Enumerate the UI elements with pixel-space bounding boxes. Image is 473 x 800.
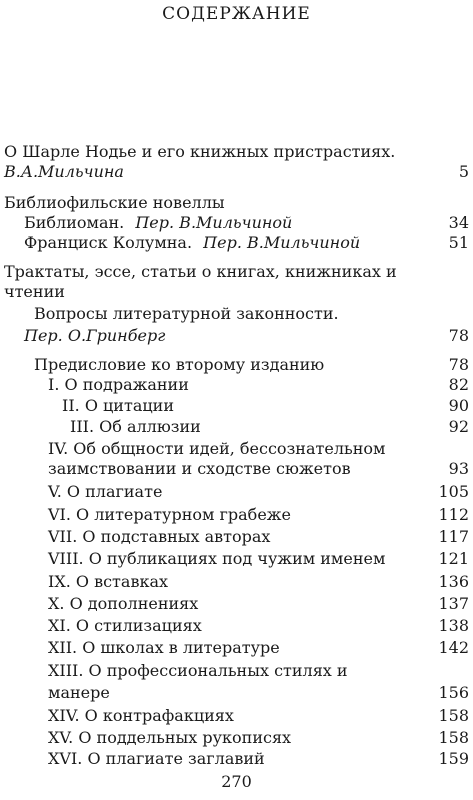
toc-entry-text: Вопросы литературной законности. <box>34 304 339 323</box>
toc-entry-page: 159 <box>438 749 469 768</box>
toc-entry-page: 92 <box>448 417 469 436</box>
toc-entry-text: Предисловие ко второму изданию <box>34 355 325 374</box>
toc-entry-page: 158 <box>438 728 469 747</box>
toc-section-heading: Трактаты, эссе, статьи о книгах, книжниках и <box>4 262 397 281</box>
toc-entry-text: XV. О поддельных рукописях <box>48 728 292 747</box>
toc-section-heading: Библиофильские новеллы <box>4 193 225 212</box>
toc-entry-text <box>24 233 360 253</box>
toc-entry-text: заимствовании и сходстве сюжетов <box>48 459 351 478</box>
toc-entry-page: 34 <box>448 213 469 232</box>
toc-entry-text: манере <box>48 683 110 702</box>
toc-entry-page: 112 <box>438 505 469 524</box>
toc-entry-page: 136 <box>438 572 469 591</box>
toc-entry-page: 138 <box>438 616 469 635</box>
toc-entry-text: XI. О стилизациях <box>48 616 202 635</box>
toc-entry-title: Библиоман. <box>24 213 125 232</box>
toc-entry-page: 51 <box>448 233 469 252</box>
toc-entry-page: 90 <box>448 396 469 415</box>
toc-entry-text: III. Об аллюзии <box>70 417 201 436</box>
toc-entry-text: IV. Об общности идей, бессознательном <box>48 439 386 458</box>
toc-entry-translator: Пер. О.Гринберг <box>24 326 166 345</box>
toc-entry-text: II. О цитации <box>62 396 174 415</box>
toc-entry-text: IX. О вставках <box>48 572 169 591</box>
toc-entry-text: XIV. О контрафакциях <box>48 706 234 725</box>
toc-entry-translator: Пер. В.Мильчиной <box>135 213 293 232</box>
toc-entry-text: XIII. О профессиональных стилях и <box>48 661 348 680</box>
toc-entry-translator: Пер. В.Мильчиной <box>203 233 361 252</box>
toc-entry-text: XII. О школах в литературе <box>48 638 280 657</box>
toc-entry-text: VI. О литературном грабеже <box>48 505 291 524</box>
page-title: СОДЕРЖАНИЕ <box>162 4 311 24</box>
toc-entry-page: 78 <box>448 326 469 345</box>
toc-entry-text: VII. О подставных авторах <box>48 527 271 546</box>
toc-section-heading: чтении <box>4 282 65 301</box>
toc-entry-text: XVI. О плагиате заглавий <box>48 749 265 768</box>
toc-entry-page: 137 <box>438 594 469 613</box>
page-number: 270 <box>221 772 252 791</box>
toc-entry-page: 5 <box>458 162 469 181</box>
toc-entry-page: 117 <box>438 527 469 546</box>
toc-entry-page: 121 <box>438 549 469 568</box>
toc-entry-page: 142 <box>438 638 469 657</box>
toc-entry-page: 156 <box>438 683 469 702</box>
toc-entry-text: VIII. О публикациях под чужим именем <box>48 549 386 568</box>
toc-entry-page: 158 <box>438 706 469 725</box>
toc-entry-text: I. О подражании <box>48 375 189 394</box>
toc-entry-author: В.А.Мильчина <box>4 162 124 181</box>
toc-entry-text <box>24 213 292 233</box>
toc-entry-text: V. О плагиате <box>48 482 163 501</box>
toc-entry-page: 82 <box>448 375 469 394</box>
toc-entry-title: Франциск Колумна. <box>24 233 193 252</box>
toc-entry-page: 93 <box>448 459 469 478</box>
toc-entry-page: 78 <box>448 355 469 374</box>
toc-entry-text: О Шарле Нодье и его книжных пристрастиях. <box>4 142 396 161</box>
toc-entry-page: 105 <box>438 482 469 501</box>
toc-entry-text: X. О дополнениях <box>48 594 199 613</box>
